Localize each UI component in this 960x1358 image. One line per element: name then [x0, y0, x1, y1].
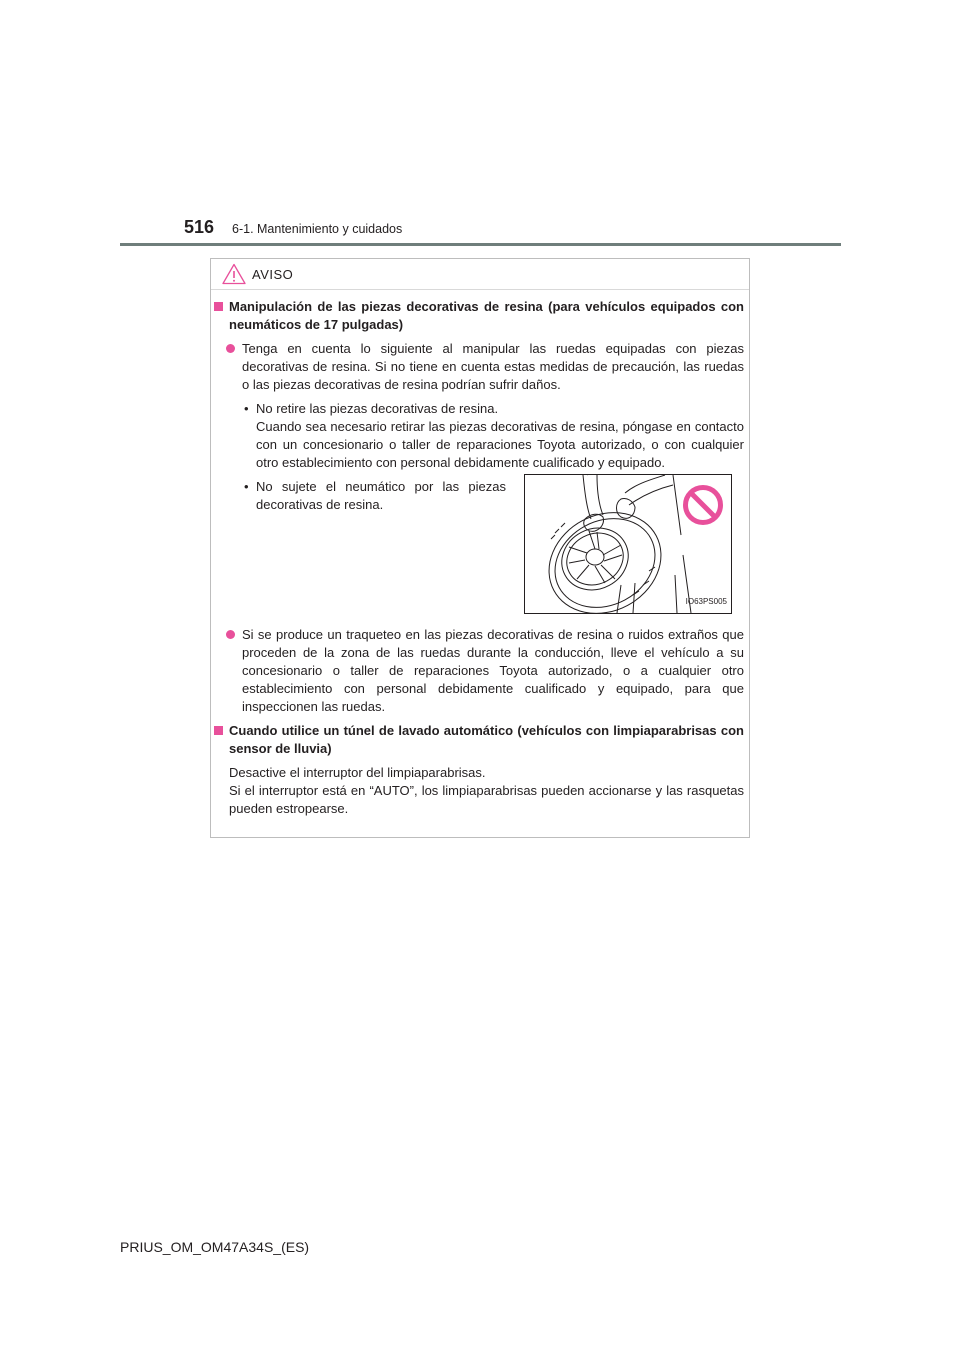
round-bullet-icon — [226, 344, 235, 353]
section-heading-resin — [214, 298, 744, 334]
bullet-text: Tenga en cuenta lo siguiente al manipular las ruedas equipadas con piezas decorativas de resina. Si no tiene en cuenta estas medidas de precaución, las ruedas o las piezas decorativas de resina podrían sufrir daños. — [242, 341, 744, 392]
notice-header — [222, 262, 293, 286]
bullet-item — [214, 626, 744, 716]
sub-item-marker: • — [244, 479, 249, 494]
prohibited-icon — [681, 483, 725, 527]
figure-code: IO63PS005 — [685, 597, 727, 606]
bullet-text: Si se produce un traqueteo en las piezas decorativas de resina o ruidos extraños que proceden de la zona de las ruedas durante la conducción, lleve el vehículo a su concesionario o taller de reparaciones Toyota autorizado, o a cualquier otro establecimiento con personal debidamente cualificado y equipado, para que inspeccionen las ruedas. — [242, 627, 744, 714]
sub-item — [214, 478, 506, 514]
heading-text: Cuando utilice un túnel de lavado automático (vehículos con limpiaparabrisas con sensor de lluvia) — [229, 723, 744, 756]
heading-text: Manipulación de las piezas decorativas de resina (para vehículos equipados con neumáticos de 17 pulgadas) — [229, 299, 744, 332]
sub-item — [214, 400, 744, 472]
section-heading-car-wash — [214, 722, 744, 758]
sub-item-marker: • — [244, 401, 249, 416]
figure-row — [214, 478, 744, 620]
sub-item-text: No sujete el neumático por las piezas decorativas de resina. — [256, 479, 506, 512]
round-bullet-icon — [226, 630, 235, 639]
warning-triangle-icon — [222, 263, 246, 285]
page-number: 516 — [184, 217, 215, 237]
square-bullet-icon — [214, 302, 223, 311]
square-bullet-icon — [214, 726, 223, 735]
notice-divider — [211, 289, 749, 290]
sub-item-text: No retire las piezas decorativas de resina. — [256, 401, 499, 416]
sub-item-detail: Cuando sea necesario retirar las piezas decorativas de resina, póngase en contacto con un concesionario o taller de reparaciones Toyota autorizado, o con cualquier otro establecimiento con personal debidamente cualificado y equipado. — [256, 419, 744, 470]
notice-content — [214, 298, 744, 818]
paragraph: Desactive el interruptor del limpiaparabrisas. — [229, 765, 486, 780]
notice-label: AVISO — [252, 266, 294, 282]
header-divider — [120, 243, 841, 246]
bullet-item — [214, 340, 744, 394]
document-id: PRIUS_OM_OM47A34S_(ES) — [120, 1239, 310, 1255]
paragraph: Si el interruptor está en “AUTO”, los limpiaparabrisas pueden accionarse y las rasquetas pueden estropearse. — [229, 783, 744, 816]
tire-illustration — [524, 474, 732, 614]
section-title: 6-1. Mantenimiento y cuidados — [232, 222, 403, 236]
